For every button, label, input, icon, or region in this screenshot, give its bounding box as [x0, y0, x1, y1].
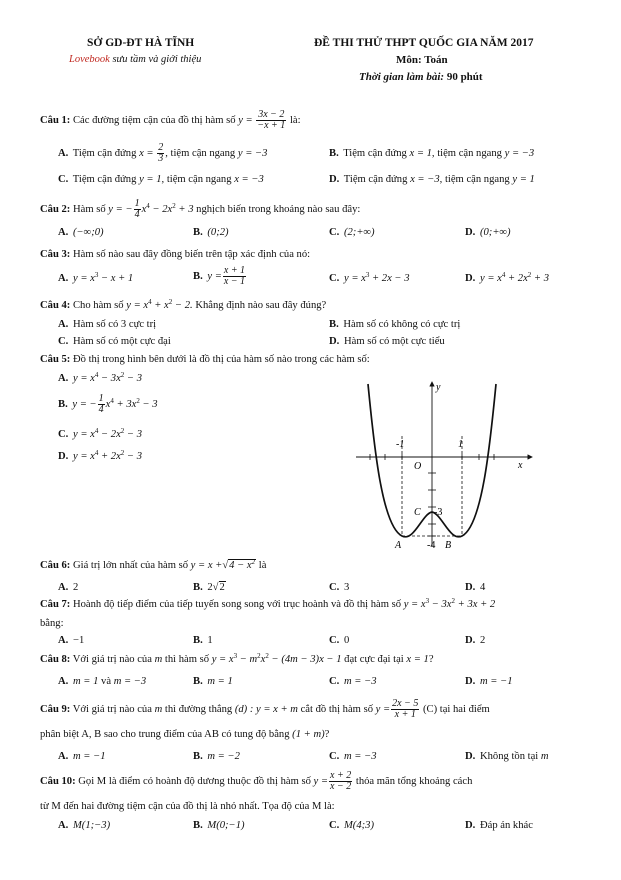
question-10 — [40, 771, 472, 792]
exponent: 3 — [233, 652, 238, 660]
option-label: B. — [193, 635, 203, 646]
formula: m = −3 — [343, 751, 377, 762]
q5-option-b[interactable] — [58, 394, 158, 415]
formula: − 3 — [124, 373, 143, 384]
formula: y = — [313, 775, 329, 787]
point-label-c: C — [414, 507, 421, 518]
time-label: Thời gian làm bài: — [359, 71, 445, 83]
q2-option-a[interactable] — [58, 227, 104, 240]
option-text: 2 — [207, 582, 213, 593]
fraction-numerator: x + 2 — [330, 770, 352, 781]
question-text: cắt đồ thị hàm số — [300, 703, 373, 715]
formula: x — [141, 203, 147, 215]
formula: m = −1 — [479, 676, 513, 687]
option-text: Tiệm cận đứng — [72, 147, 137, 159]
q3-option-b[interactable] — [193, 266, 247, 287]
formula: (1 + m) — [292, 729, 325, 740]
q9-option-b[interactable] — [193, 751, 240, 764]
time-line — [359, 71, 483, 84]
exponent: 2 — [136, 396, 140, 405]
fraction — [256, 110, 286, 131]
question-label: Câu 1: — [40, 114, 71, 126]
option-label: D. — [465, 820, 476, 831]
exponent: 2 — [168, 298, 173, 306]
option-label: C. — [329, 676, 340, 687]
formula: m = −3 — [113, 676, 147, 687]
formula: + 3 — [531, 273, 550, 284]
option-label: A. — [58, 319, 69, 330]
exponent: 2 — [257, 652, 261, 660]
q7-option-c[interactable] — [329, 635, 349, 648]
exponent: 4 — [110, 396, 114, 405]
option-text: 4 — [479, 582, 486, 593]
exponent: 2 — [527, 271, 532, 279]
option-label: D. — [465, 751, 476, 762]
option-text: tiệm cận ngang — [437, 148, 502, 159]
formula: (0;+∞) — [479, 227, 511, 238]
option-label: B. — [193, 751, 203, 762]
formula: m — [154, 703, 163, 715]
fraction-denominator: 4 — [134, 209, 140, 220]
q2-option-b[interactable] — [193, 227, 229, 240]
fraction — [98, 394, 105, 415]
question-text: Hàm số — [72, 203, 106, 215]
q6-option-a[interactable] — [58, 582, 78, 595]
formula: y = — [207, 270, 222, 282]
radicand: 2 — [219, 582, 225, 593]
formula: − 3x — [429, 599, 452, 610]
origin-label: O — [414, 461, 422, 472]
formula: − x + 1 — [98, 273, 134, 284]
source-line — [69, 54, 201, 67]
question-text: thì đường thẳng — [164, 703, 233, 715]
exponent: 4 — [501, 271, 506, 279]
question-text: Các đường tiệm cận của đồ thị hàm số — [72, 114, 236, 126]
question-2 — [40, 199, 360, 220]
exponent: 2 — [251, 558, 256, 566]
formula: − (4m − 3)x − 1 — [268, 654, 342, 665]
question-text: nghịch biến trong khoảng nào sau đây: — [196, 203, 361, 215]
tick-label-neg-three: -3 — [434, 507, 443, 518]
question-text: Khẳng định nào sau đây đúng? — [195, 300, 327, 311]
formula: m = −2 — [207, 751, 240, 762]
fraction — [223, 266, 246, 287]
fraction-numerator: 1 — [134, 198, 140, 209]
formula: m = 1 — [72, 676, 99, 687]
question-text: đạt cực đại tại — [344, 654, 404, 665]
exam-title: ĐỀ THI THỬ THPT QUỐC GIA NĂM 2017 — [314, 37, 534, 49]
fraction-numerator: x + 1 — [223, 265, 246, 276]
q6-option-d[interactable] — [465, 582, 485, 595]
fraction-numerator: 2 — [158, 142, 164, 153]
q4-option-d[interactable] — [329, 336, 445, 349]
formula: m — [154, 654, 163, 665]
option-label: A. — [58, 820, 69, 831]
q10-option-b[interactable] — [193, 820, 245, 833]
subject-value: Toán — [424, 54, 448, 66]
question-label: Câu 10: — [40, 775, 76, 787]
q9-option-d[interactable] — [465, 751, 549, 764]
formula: y = x — [126, 300, 149, 311]
option-label: A. — [58, 635, 69, 646]
x-axis-label: x — [518, 460, 523, 471]
question-6 — [40, 560, 266, 573]
option-label: C. — [329, 751, 340, 762]
option-label: D. — [329, 174, 340, 185]
y-axis-label: y — [436, 382, 441, 393]
option-label: D. — [465, 635, 476, 646]
question-label: Câu 5: — [40, 354, 71, 365]
option-text: và — [101, 676, 112, 687]
exponent: 3 — [425, 597, 430, 605]
option-text: Hàm số có một cực đại — [72, 336, 171, 347]
fraction-numerator: 1 — [98, 393, 104, 404]
q3-option-d[interactable] — [465, 273, 549, 286]
exponent: 2 — [120, 371, 125, 379]
option-text: −1 — [72, 635, 85, 646]
option-label: A. — [58, 373, 69, 384]
option-label: B. — [193, 582, 203, 593]
formula: x = 1 — [406, 654, 429, 665]
question-3 — [40, 249, 310, 262]
question-label: Câu 6: — [40, 560, 71, 571]
formula: y = −3 — [504, 148, 535, 159]
exponent: 4 — [146, 201, 150, 210]
question-label: Câu 8: — [40, 654, 71, 665]
fraction-denominator: x − 2 — [330, 781, 352, 792]
question-label: Câu 9: — [40, 703, 71, 715]
option-text: Đáp án khác — [479, 820, 533, 831]
option-text: Không tồn tại — [479, 751, 539, 762]
question-7-cont: bằng: — [40, 618, 64, 629]
option-label: B. — [193, 820, 203, 831]
exponent: 3 — [94, 271, 99, 279]
question-9-cont — [40, 729, 329, 742]
formula: M(1;−3) — [72, 820, 111, 831]
option-text: Hàm số có 3 cực trị — [72, 319, 157, 330]
q1-option-d[interactable] — [329, 174, 535, 187]
subject-line — [396, 54, 448, 67]
question-9 — [40, 699, 490, 720]
q8-option-b[interactable] — [193, 676, 233, 689]
formula: y = — [375, 703, 391, 715]
q3-option-a[interactable] — [58, 273, 133, 286]
option-text: 3 — [343, 582, 350, 593]
option-label: C. — [329, 582, 340, 593]
sqrt-sign: √ — [212, 582, 219, 593]
formula: x — [105, 398, 111, 410]
option-text: Hàm số có một cực tiểu — [343, 336, 445, 347]
formula: y = x — [72, 451, 95, 462]
question-text: ? — [428, 654, 434, 665]
formula: − 3x — [98, 373, 121, 384]
q10-option-a[interactable] — [58, 820, 110, 833]
option-text: Tiệm cận đứng — [343, 174, 408, 185]
formula: − 3 — [124, 429, 143, 440]
q6-option-c[interactable] — [329, 582, 349, 595]
q5-option-c[interactable] — [58, 429, 142, 442]
option-text: , tiệm cận ngang — [165, 147, 236, 159]
formula: y = x — [343, 273, 366, 284]
question-label: Câu 2: — [40, 203, 71, 215]
question-end: là: — [289, 114, 301, 126]
exponent: 2 — [120, 427, 125, 435]
fraction-denominator: 3 — [158, 153, 164, 164]
formula: x = −3, — [410, 174, 443, 185]
question-text: thỏa mãn tổng khoảng cách — [355, 775, 473, 787]
fraction-numerator: 2x − 5 — [392, 698, 419, 709]
formula: y = x — [211, 654, 234, 665]
question-text: ? — [324, 729, 330, 740]
formula: (d) : y = x + m — [234, 703, 298, 715]
formula: + 2x — [98, 451, 121, 462]
q1-option-a[interactable] — [58, 143, 267, 164]
formula: − 2. — [172, 300, 193, 311]
question-text: (C) tại hai điểm — [423, 703, 490, 715]
fraction — [134, 199, 141, 220]
q10-option-d[interactable] — [465, 820, 533, 833]
option-text: 2 — [479, 635, 486, 646]
formula: − m — [237, 654, 258, 665]
option-label: A. — [58, 147, 69, 159]
q4-option-c[interactable] — [58, 336, 171, 349]
exponent: 2 — [172, 201, 176, 210]
source-brand: Lovebook — [69, 54, 110, 65]
formula: y = −3 — [237, 147, 268, 159]
radicand-text: 4 − x — [229, 560, 252, 571]
formula: m = −1 — [72, 751, 106, 762]
formula: y = x + — [190, 560, 223, 571]
option-label: A. — [58, 273, 69, 284]
option-label: C. — [58, 174, 69, 185]
option-text: Tiệm cận đứng — [72, 174, 137, 185]
tick-label-neg-one: -1 — [396, 439, 405, 450]
exponent: 4 — [94, 427, 99, 435]
point-label-b: B — [445, 540, 452, 551]
formula: y = — [238, 114, 253, 126]
q1-option-b[interactable] — [329, 148, 534, 161]
option-label: B. — [193, 270, 203, 282]
option-label: C. — [329, 635, 340, 646]
q2-option-d[interactable] — [465, 227, 511, 240]
option-text: Hàm số có không có cực trị — [343, 319, 461, 330]
q9-option-a[interactable] — [58, 751, 106, 764]
option-label: D. — [465, 676, 476, 687]
formula: y = x — [72, 429, 95, 440]
formula: m = 1 — [207, 676, 233, 687]
q5-option-a[interactable] — [58, 373, 142, 386]
formula: y = − — [108, 203, 133, 215]
q3-option-c[interactable] — [329, 273, 410, 286]
option-text: Tiệm cận đứng — [343, 148, 407, 159]
option-text: 0 — [343, 635, 350, 646]
formula: − 3 — [139, 398, 158, 410]
formula: y = x — [72, 273, 95, 284]
fraction — [391, 699, 419, 720]
q4-option-a[interactable] — [58, 319, 156, 332]
question-8 — [40, 654, 434, 667]
fraction — [157, 143, 164, 164]
option-label: A. — [58, 227, 69, 238]
option-label: C. — [329, 273, 340, 284]
q9-option-c[interactable] — [329, 751, 377, 764]
option-label: B. — [193, 227, 203, 238]
formula: − 2x — [98, 429, 121, 440]
formula: y = 1, — [139, 174, 165, 185]
option-label: D. — [465, 227, 476, 238]
point-label-a: A — [395, 540, 402, 551]
question-text: Cho hàm số — [72, 300, 124, 311]
q5-option-d[interactable] — [58, 451, 142, 464]
q7-option-a[interactable] — [58, 635, 84, 648]
time-value: 90 phút — [446, 71, 483, 83]
formula: (2;+∞) — [343, 227, 375, 238]
tick-label-one: 1 — [458, 439, 463, 450]
formula: + 3 — [175, 203, 194, 215]
exponent: 4 — [148, 298, 152, 306]
question-text: Giá trị lớn nhất của hàm số — [72, 560, 189, 571]
formula: x = −3 — [234, 174, 264, 185]
question-5 — [40, 354, 370, 367]
exponent: 2 — [120, 449, 125, 457]
q8-option-d[interactable] — [465, 676, 513, 689]
formula: − 3 — [124, 451, 143, 462]
option-label: A. — [58, 676, 69, 687]
q4-option-b[interactable] — [329, 319, 460, 332]
question-text: Hoành độ tiếp điểm của tiếp tuyến song song với trục hoành và đồ thị hàm số — [72, 599, 402, 610]
option-text: 1 — [207, 635, 213, 646]
q2-option-c[interactable] — [329, 227, 375, 240]
option-label: D. — [58, 451, 69, 462]
question-text: phân biệt A, B sao cho trung điểm của AB có tung độ bằng — [40, 729, 290, 740]
option-label: D. — [465, 273, 476, 284]
fraction-denominator: x + 1 — [394, 709, 416, 720]
function-graph — [350, 376, 540, 552]
radicand — [228, 559, 256, 571]
fraction-denominator: x − 1 — [223, 276, 246, 287]
q8-option-a[interactable] — [58, 676, 146, 689]
question-text: Với giá trị nào của — [72, 703, 152, 715]
q1-option-c[interactable] — [58, 174, 264, 187]
question-text: thì hàm số — [164, 654, 210, 665]
formula: x = 1, — [409, 148, 435, 159]
formula: y = x — [72, 373, 95, 384]
option-label: B. — [193, 676, 203, 687]
q6-option-b[interactable] — [193, 582, 226, 595]
formula: M(0;−1) — [207, 820, 245, 831]
formula: (−∞;0) — [72, 227, 104, 238]
fraction — [329, 771, 352, 792]
question-1 — [40, 110, 301, 131]
option-label: B. — [329, 319, 339, 330]
formula: (0;2) — [207, 227, 229, 238]
option-label: D. — [329, 336, 340, 347]
formula: y = − — [72, 398, 97, 410]
option-text: tiệm cận ngang — [166, 174, 232, 185]
formula: y = 1 — [512, 174, 535, 185]
exponent: 4 — [94, 449, 99, 457]
formula: y = x — [479, 273, 502, 284]
question-text: Hàm số nào sau đây đồng biến trên tập xác định của nó: — [72, 249, 311, 260]
sqrt-sign: √ — [222, 560, 229, 571]
formula: − 2x — [149, 203, 173, 215]
option-label: B. — [58, 398, 68, 410]
formula: + x — [151, 300, 169, 311]
formula: y = x — [403, 599, 426, 610]
question-4 — [40, 300, 326, 313]
formula: + 3x — [113, 398, 137, 410]
q7-option-d[interactable] — [465, 635, 485, 648]
formula: M(4;3) — [343, 820, 374, 831]
fraction-numerator: 3x − 2 — [258, 109, 285, 120]
option-label: A. — [58, 582, 69, 593]
formula: m = −3 — [343, 676, 377, 687]
formula: + 2x − 3 — [369, 273, 410, 284]
exponent: 3 — [365, 271, 370, 279]
q7-option-b[interactable] — [193, 635, 213, 648]
question-text: Gọi M là điểm có hoành độ dương thuộc đồ thị hàm số — [78, 775, 311, 787]
exponent: 4 — [94, 371, 99, 379]
formula: + 2x — [505, 273, 528, 284]
option-label: C. — [329, 227, 340, 238]
question-text: Với giá trị nào của — [72, 654, 152, 665]
option-label: A. — [58, 751, 69, 762]
q8-option-c[interactable] — [329, 676, 377, 689]
subject-label: Môn: — [396, 54, 422, 66]
fraction-denominator: −x + 1 — [257, 120, 286, 131]
formula: m — [540, 751, 549, 762]
department-name: SỞ GD-ĐT HÀ TĨNH — [87, 37, 195, 49]
source-rest: sưu tầm và giới thiệu — [112, 54, 202, 65]
option-label: C. — [58, 429, 69, 440]
option-text: tiệm cận ngang — [444, 174, 510, 185]
tick-label-neg-four: -4 — [427, 540, 436, 551]
formula: + 3x + 2 — [455, 599, 496, 610]
question-label: Câu 4: — [40, 300, 71, 311]
option-label: C. — [58, 336, 69, 347]
option-label: D. — [465, 582, 476, 593]
formula: x = — [139, 147, 154, 159]
question-label: Câu 3: — [40, 249, 71, 260]
option-label: C. — [329, 820, 340, 831]
option-label: B. — [329, 148, 339, 159]
question-label: Câu 7: — [40, 599, 71, 610]
question-text: là — [258, 560, 267, 571]
option-text: 2 — [72, 582, 79, 593]
question-10-cont: từ M đến hai đường tiệm cận của đồ thị là nhỏ nhất. Tọa độ của M là: — [40, 801, 335, 812]
question-7 — [40, 599, 495, 612]
question-text: Đồ thị trong hình bên dưới là đồ thị của hàm số nào trong các hàm số: — [72, 354, 370, 365]
exponent: 2 — [265, 652, 269, 660]
q10-option-c[interactable] — [329, 820, 374, 833]
exponent: 2 — [451, 597, 456, 605]
fraction-denominator: 4 — [98, 404, 104, 415]
formula: x — [260, 654, 266, 665]
